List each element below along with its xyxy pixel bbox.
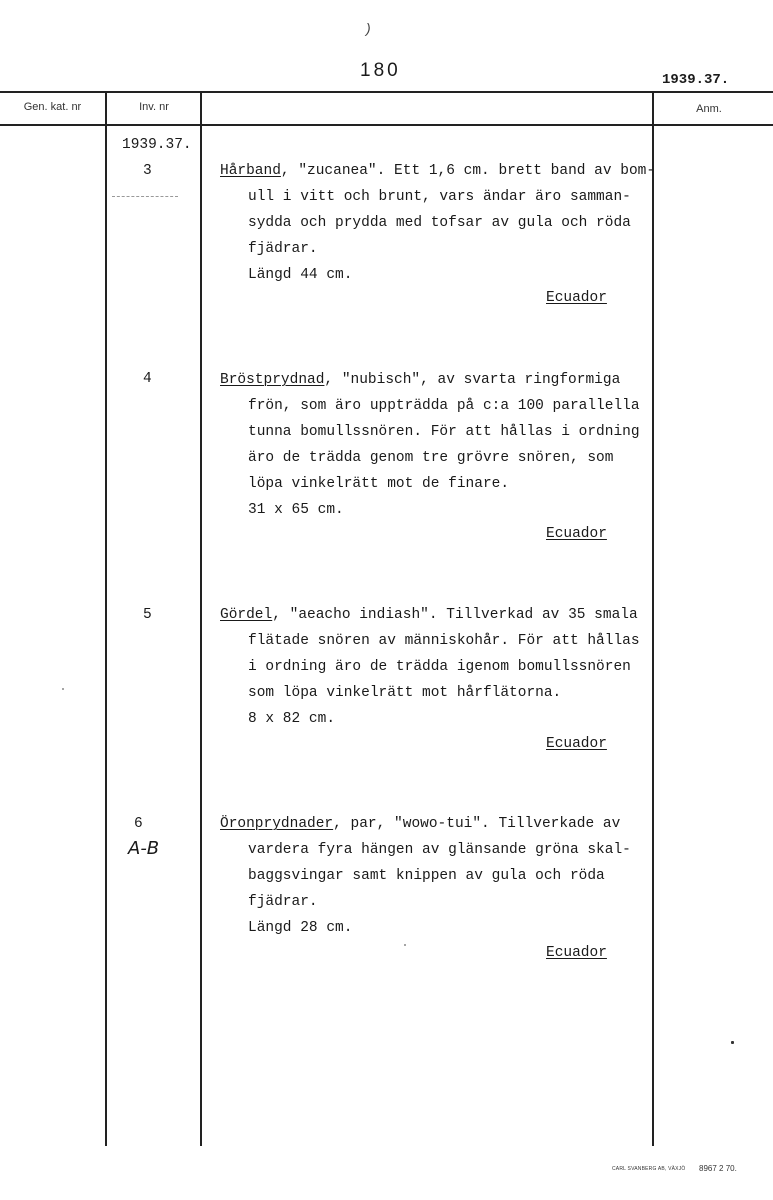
printer-imprint: CARL SVANBERG AB, VÄXJÖ	[612, 1166, 686, 1172]
header-top-rule	[0, 91, 773, 93]
entry-origin: Ecuador	[546, 526, 607, 542]
entry-line: som löpa vinkelrätt mot hårflätorna.	[248, 685, 562, 701]
entry-line: äro de trädda genom tre grövre snören, som	[248, 450, 614, 466]
column-header-inv-nr: Inv. nr	[139, 101, 169, 113]
entry-description	[220, 158, 655, 288]
entry-year-ref: 1939.37.	[122, 137, 192, 153]
entry-line: Längd 28 cm.	[248, 920, 353, 936]
accession-year-header: 1939.37.	[662, 72, 730, 88]
entry-term: Hårband	[220, 163, 281, 179]
entry-origin: Ecuador	[546, 736, 607, 752]
pencil-mark: )	[366, 20, 371, 36]
entry-line: 31 x 65 cm.	[248, 502, 344, 518]
entry-term: Bröstprydnad	[220, 372, 325, 388]
entry-line: i ordning äro de trädda igenom bomullssnören	[248, 659, 631, 675]
entry-first-line: , par, "wowo-tui". Tillverkade av	[333, 816, 621, 832]
entry-first-line: , "aeacho indiash". Tillverkad av 35 smala	[272, 607, 638, 623]
entry-first-line: , "zucanea". Ett 1,6 cm. brett band av bom-	[280, 163, 656, 179]
entry-line: vardera fyra hängen av glänsande gröna skal-	[248, 842, 631, 858]
entry-separator-dashes	[112, 196, 178, 197]
entry-line: frön, som äro uppträdda på c:a 100 parallella	[248, 398, 640, 414]
entry-inv-nr: 5	[143, 607, 152, 623]
entry-inv-nr: 3	[143, 163, 152, 179]
entry-term: Öronprydnader	[220, 816, 334, 832]
entry-term: Gördel	[220, 607, 273, 623]
entry-origin: Ecuador	[546, 945, 607, 961]
entry-handwritten-note: A-B	[128, 838, 160, 859]
entry-line: ull i vitt och brunt, vars ändar äro samman-	[248, 189, 631, 205]
column-divider-inv-desc	[200, 91, 202, 1146]
column-divider-gen-inv	[105, 91, 107, 1146]
scan-speck	[404, 944, 406, 946]
entry-description	[220, 811, 631, 941]
entry-line: flätade snören av människohår. För att hållas	[248, 633, 640, 649]
entry-description	[220, 602, 640, 732]
entry-first-line: , "nubisch", av svarta ringformiga	[324, 372, 621, 388]
entry-line: fjädrar.	[248, 894, 318, 910]
entry-line: 8 x 82 cm.	[248, 711, 336, 727]
entry-description	[220, 367, 640, 523]
entry-line: Längd 44 cm.	[248, 267, 353, 283]
header-bottom-rule	[0, 124, 773, 126]
entry-line: löpa vinkelrätt mot de finare.	[248, 476, 510, 492]
entry-inv-nr: 6	[134, 816, 143, 832]
entry-origin: Ecuador	[546, 290, 607, 306]
scan-speck	[731, 1041, 734, 1044]
column-header-anm: Anm.	[696, 103, 722, 115]
column-header-gen-kat-nr: Gen. kat. nr	[23, 101, 82, 113]
entry-line: fjädrar.	[248, 241, 318, 257]
scan-speck	[62, 688, 64, 690]
entry-line: sydda och prydda med tofsar av gula och röda	[248, 215, 631, 231]
entry-inv-nr: 4	[143, 371, 152, 387]
entry-line: tunna bomullssnören. För att hållas i ordning	[248, 424, 640, 440]
form-code: 8967 2 70.	[699, 1164, 737, 1173]
entry-line: baggsvingar samt knippen av gula och röda	[248, 868, 605, 884]
page-number: 180	[360, 60, 401, 81]
